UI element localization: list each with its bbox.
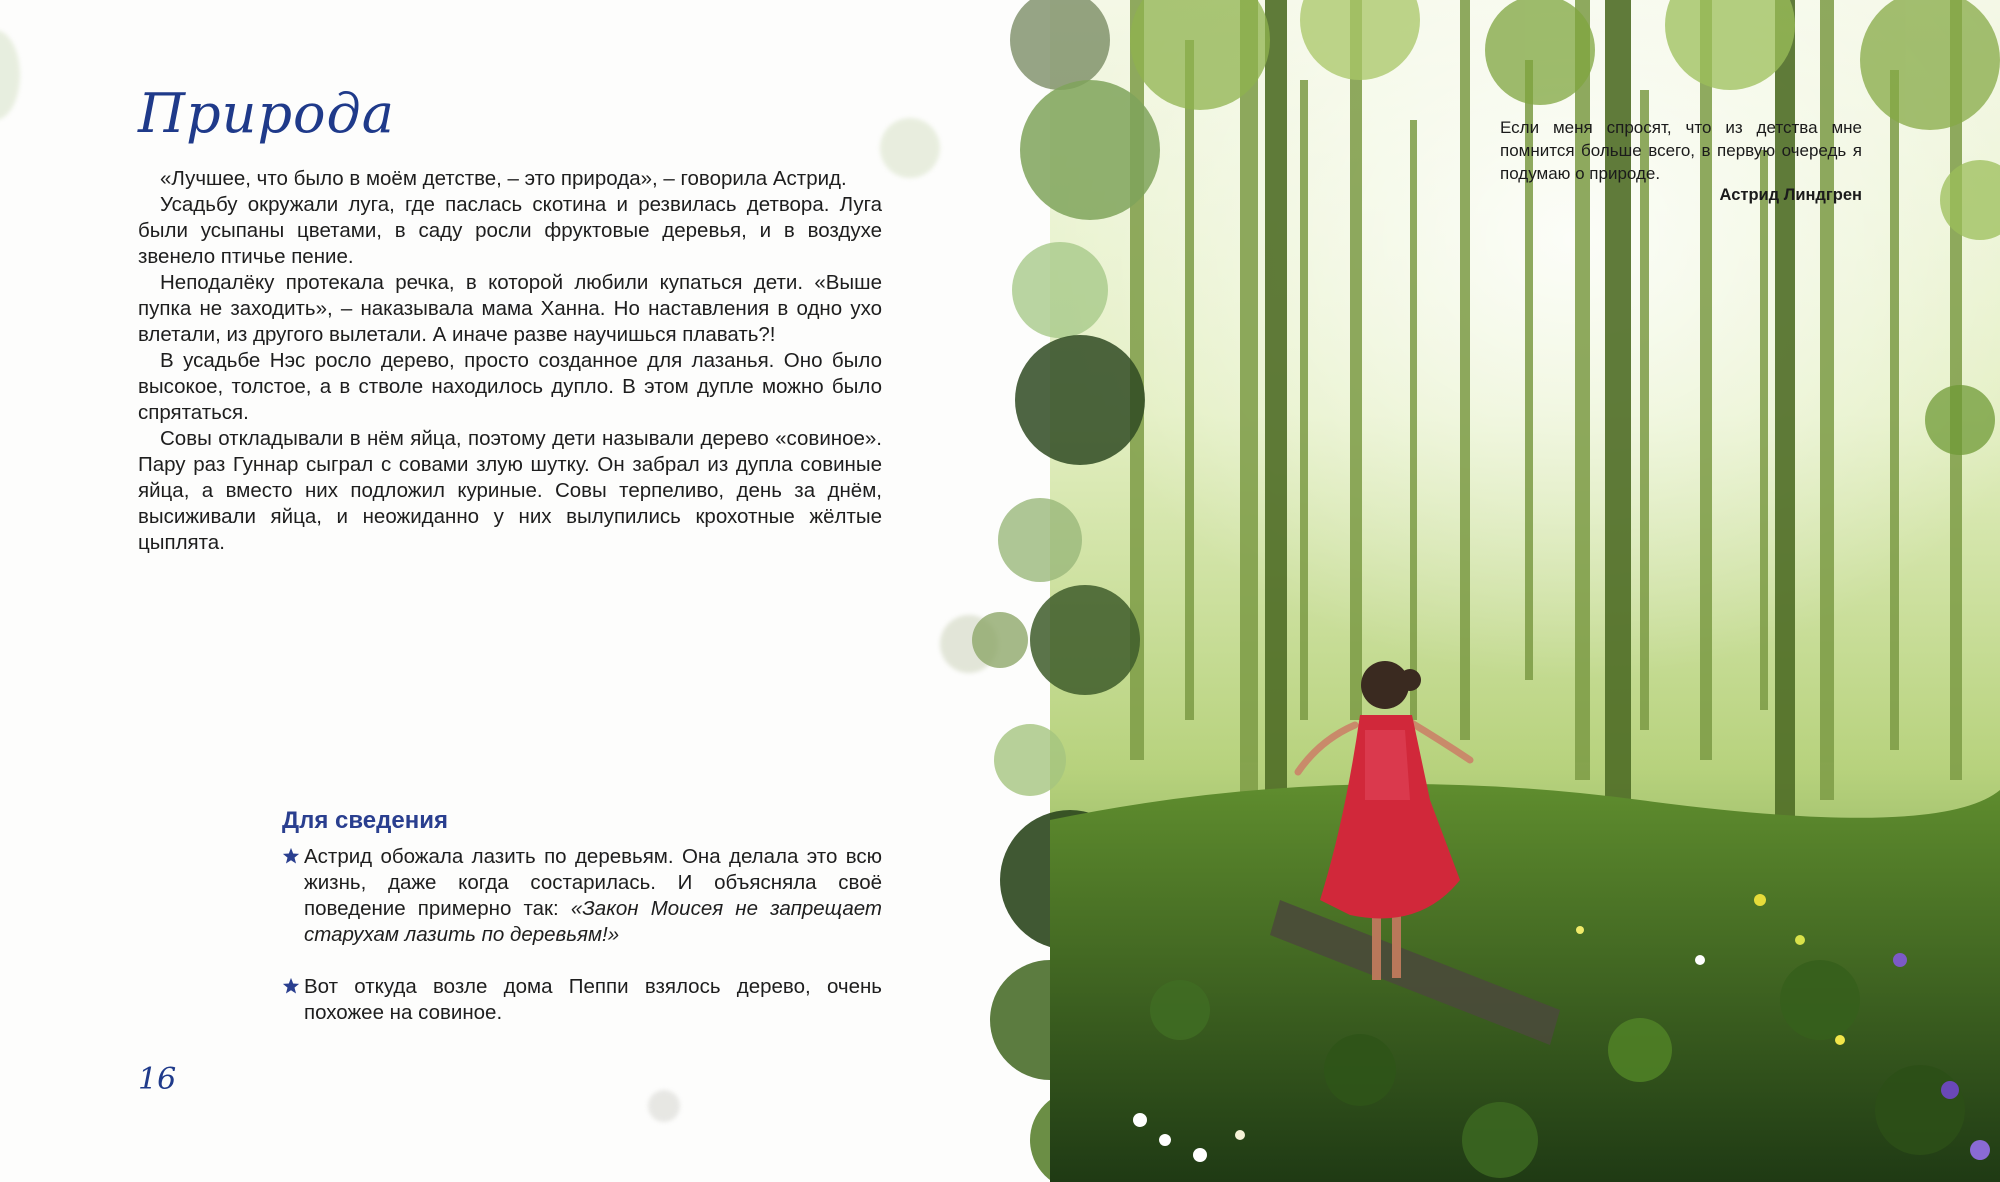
star-icon	[282, 977, 300, 995]
info-title: Для сведения	[282, 807, 448, 834]
info-item	[282, 974, 882, 1026]
info-item-quote: «Закон Моисея не запрещает старухам лазить по деревьям!»	[304, 897, 882, 946]
paragraph: Усадьбу окружали луга, где паслась скотина и резвилась детвора. Луга были усыпаны цветами, в саду росли фруктовые деревья, и в воздухе звенело птичье пение.	[138, 193, 882, 268]
info-item-text: Вот откуда возле дома Пеппи взялось дерево, очень похожее на совиное.	[304, 975, 882, 1024]
page-number: 16	[138, 1062, 177, 1097]
paragraph: В усадьбе Нэс росло дерево, просто созданное для лазанья. Оно было высокое, толстое, а в стволе находилось дупло. В этом дупле можно было спрятаться.	[138, 349, 882, 424]
paragraph: Совы откладывали в нём яйца, поэтому дети называли дерево «совиное». Пару раз Гуннар сыграл с совами злую шутку. Он забрал из дупла совиные яйца, а вместо них подложил куриные. Совы терпеливо, день за днём, высиживали яйца, и неожиданно у них вылупились крохотные жёлтые цыплята.	[138, 427, 882, 554]
page-title: Природа	[138, 82, 395, 145]
star-icon	[282, 847, 300, 865]
paragraph: Неподалёку протекала речка, в которой любили купаться дети. «Выше пупка не заходить», – наказывала мама Ханна. Но наставления в одно ухо влетали, из другого вылетали. А иначе разве научишься плавать?!	[138, 271, 882, 346]
main-text	[138, 166, 882, 556]
watercolor-blot	[0, 30, 20, 120]
info-item-text: Астрид обожала лазить по деревьям. Она делала это всю жизнь, даже когда состарилась. И объясняла своё поведение примерно так:	[304, 845, 882, 920]
info-list	[282, 844, 882, 1026]
watercolor-blot	[648, 1090, 680, 1122]
watercolor-blot	[880, 118, 940, 178]
epigraph-author: Астрид Линдгрен	[1719, 186, 1862, 204]
epigraph-quote: Если меня спросят, что из детства мне помнится больше всего, в первую очередь я подумаю о природе.	[1500, 118, 1862, 183]
paragraph: «Лучшее, что было в моём детстве, – это природа», – говорила Астрид.	[160, 167, 847, 190]
info-item	[282, 844, 882, 948]
